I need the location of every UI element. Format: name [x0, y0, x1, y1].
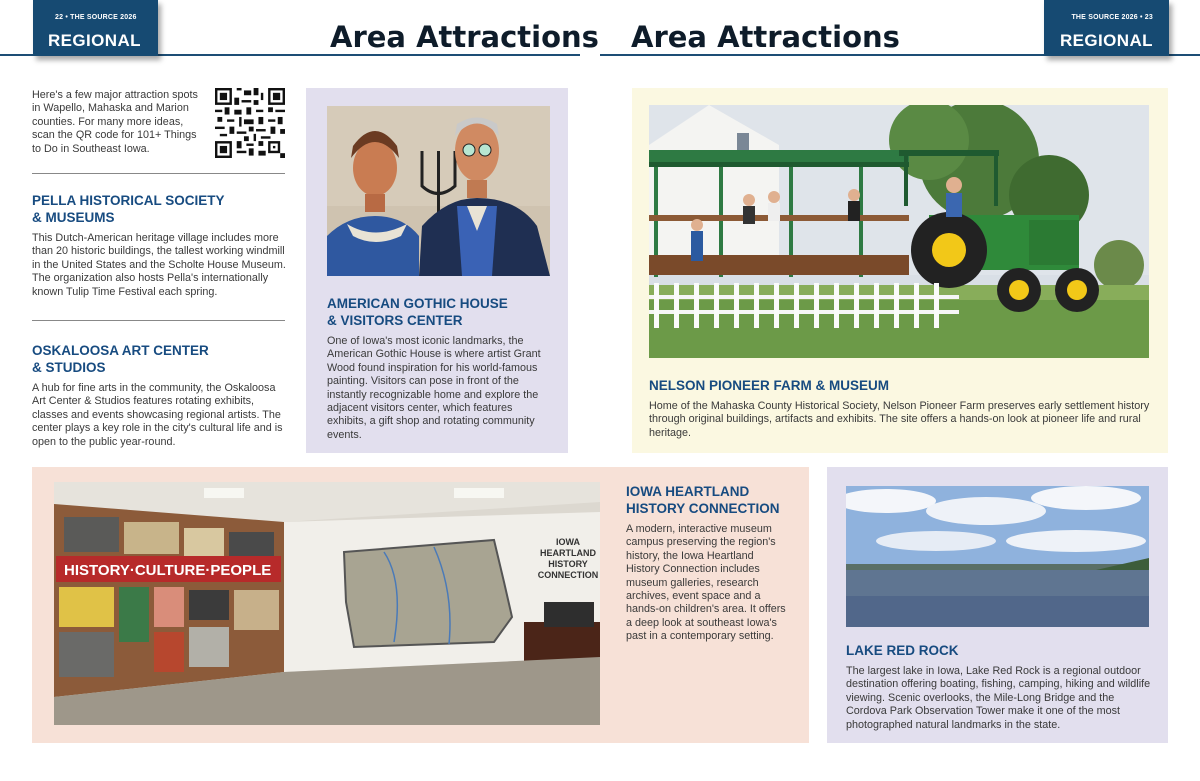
heartland-photo-wall-title: IOWA HEARTLAND HISTORY CONNECTION — [537, 537, 599, 580]
divider — [32, 320, 285, 321]
heartland-photo — [54, 482, 600, 725]
lake-title: LAKE RED ROCK — [846, 643, 959, 658]
gothic-photo — [327, 106, 550, 276]
nelson-title: NELSON PIONEER FARM & MUSEUM — [649, 378, 890, 393]
qr-code[interactable] — [215, 88, 285, 158]
heartland-title: IOWA HEARTLAND HISTORY CONNECTION — [626, 484, 780, 516]
section-tab-left — [33, 0, 158, 56]
heartland-section — [626, 483, 790, 644]
gothic-title: AMERICAN GOTHIC HOUSE & VISITORS CENTER — [327, 296, 508, 328]
divider — [32, 173, 285, 174]
lake-body: The largest lake in Iowa, Lake Red Rock is a regional outdoor destination offering boating, fishing, camping, hiking and wildlife viewing. Scenic overlooks, the Mile-Long Bridge and the Cordova Park Observation Tower make it one of the most photographed natural landmarks in the state. — [846, 665, 1151, 731]
lake-section — [846, 642, 1156, 732]
lake-panel — [827, 467, 1168, 743]
nelson-body: Home of the Mahaska County Historical Society, Nelson Pioneer Farm preserves early settlement history through original buildings, artifacts and exhibits. The site offers a hands-on look at pioneer life and rural heritage. — [649, 400, 1150, 439]
oskaloosa-section — [32, 342, 287, 449]
lake-photo — [846, 486, 1149, 627]
page-title-right: Area Attractions — [631, 20, 900, 54]
nelson-photo — [649, 105, 1149, 358]
nelson-panel — [632, 88, 1168, 453]
oskaloosa-title: OSKALOOSA ART CENTER & STUDIOS — [32, 343, 209, 375]
section-label-left: REGIONAL — [48, 31, 141, 50]
pella-body: This Dutch-American heritage village includes more than 20 historic buildings, the tallest working windmill in the United States and the Scholte House Museum. The organization also hosts Pella's internationally known Tulip Time Festival each spring. — [32, 232, 286, 298]
nelson-section — [649, 377, 1154, 440]
folio-right: THE SOURCE 2026 • 23 — [1071, 14, 1153, 21]
heartland-photo-banner: HISTORY·CULTURE·PEOPLE — [64, 562, 272, 579]
section-label-right: REGIONAL — [1060, 31, 1153, 50]
heartland-panel — [32, 467, 809, 743]
section-tab-right — [1044, 0, 1169, 56]
heartland-body: A modern, interactive museum campus preserving the region's history, the Iowa Heartland History Connection includes museum galleries, research archives, event space and a hands-on children's area. It offers a deep look at southeast Iowa's past in a contemporary setting. — [626, 523, 786, 643]
gothic-section — [327, 295, 552, 442]
pella-title: PELLA HISTORICAL SOCIETY & MUSEUMS — [32, 193, 225, 225]
folio-left: 22 • THE SOURCE 2026 — [55, 14, 137, 21]
intro-text: Here's a few major attraction spots in Wapello, Mahaska and Marion counties. For many more ideas, scan the QR code for 101+ Things to Do in Southeast Iowa. — [32, 89, 198, 155]
gothic-body: One of Iowa's most iconic landmarks, the American Gothic House is where artist Grant Wood found inspiration for his world-famous painting. Visitors can pose in front of the instantly recognizable home and explore the adjacent visitors center, which features exhibits, a gift shop and rotating community events. — [327, 335, 541, 441]
oskaloosa-body: A hub for fine arts in the community, the Oskaloosa Art Center & Studios features rotating exhibits, classes and events showcasing regional artists. The center plays a key role in the city's cultural life and is open to the public year-round. — [32, 382, 283, 448]
pella-section — [32, 192, 287, 299]
gothic-panel — [306, 88, 568, 453]
page-title-left: Area Attractions — [330, 20, 599, 54]
